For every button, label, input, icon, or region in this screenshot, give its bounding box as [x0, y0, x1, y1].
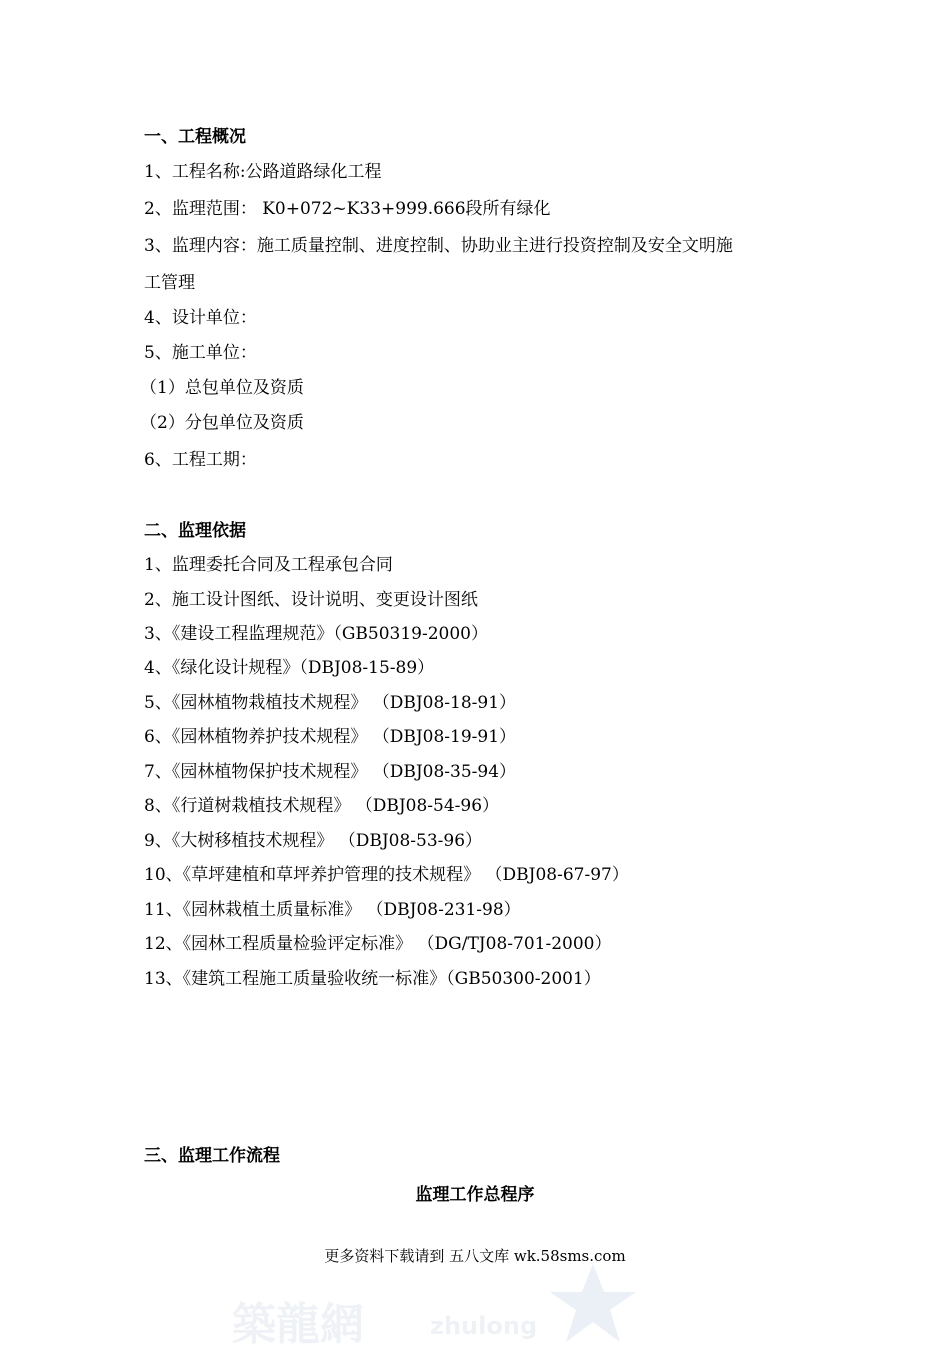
workflow-subtitle: 监理工作总程序: [415, 1185, 535, 1205]
basis-item: 10、《草坪建植和草坪养护管理的技术规程》 （DBJ08-67-97）: [144, 865, 629, 885]
section-heading-workflow: 三、监理工作流程: [144, 1146, 280, 1166]
overview-item: 2、监理范围： K0+072~K33+999.666段所有绿化: [144, 199, 551, 219]
basis-item: 3、《建设工程监理规范》（GB50319-2000）: [144, 624, 488, 644]
footer-link-text: 更多资料下载请到 五八文库 wk.58sms.com: [324, 1247, 626, 1265]
basis-item: 6、《园林植物养护技术规程》 （DBJ08-19-91）: [144, 727, 517, 747]
overview-item: 3、监理内容：施工质量控制、进度控制、协助业主进行投资控制及安全文明施: [144, 236, 733, 256]
watermark-logo-cn: 築龍網: [232, 1299, 364, 1350]
overview-item: 工管理: [144, 273, 195, 293]
basis-item: 1、监理委托合同及工程承包合同: [144, 555, 393, 575]
watermark-logo-en: zhulong: [430, 1312, 538, 1340]
section-heading-basis: 二、监理依据: [144, 521, 246, 541]
overview-item: （2）分包单位及资质: [140, 413, 304, 433]
basis-item: 12、《园林工程质量检验评定标准》 （DG/TJ08-701-2000）: [144, 934, 612, 954]
basis-item: 8、《行道树栽植技术规程》 （DBJ08-54-96）: [144, 796, 500, 816]
basis-item: 13、《建筑工程施工质量验收统一标准》（GB50300-2001）: [144, 969, 601, 989]
overview-item: 4、设计单位：: [144, 308, 257, 328]
basis-item: 5、《园林植物栽植技术规程》 （DBJ08-18-91）: [144, 693, 517, 713]
basis-item: 4、《绿化设计规程》（DBJ08-15-89）: [144, 658, 435, 678]
basis-item: 11、《园林栽植土质量标准》 （DBJ08-231-98）: [144, 900, 521, 920]
overview-item: 5、施工单位：: [144, 343, 257, 363]
section-heading-overview: 一、工程概况: [144, 127, 246, 147]
watermark-star-icon: [548, 1262, 638, 1344]
overview-item: 1、工程名称:公路道路绿化工程: [144, 162, 382, 182]
basis-item: 7、《园林植物保护技术规程》 （DBJ08-35-94）: [144, 762, 517, 782]
basis-item: 2、施工设计图纸、设计说明、变更设计图纸: [144, 590, 478, 610]
overview-item: 6、工程工期：: [144, 450, 257, 470]
overview-item: （1）总包单位及资质: [140, 378, 304, 398]
basis-item: 9、《大树移植技术规程》 （DBJ08-53-96）: [144, 831, 483, 851]
